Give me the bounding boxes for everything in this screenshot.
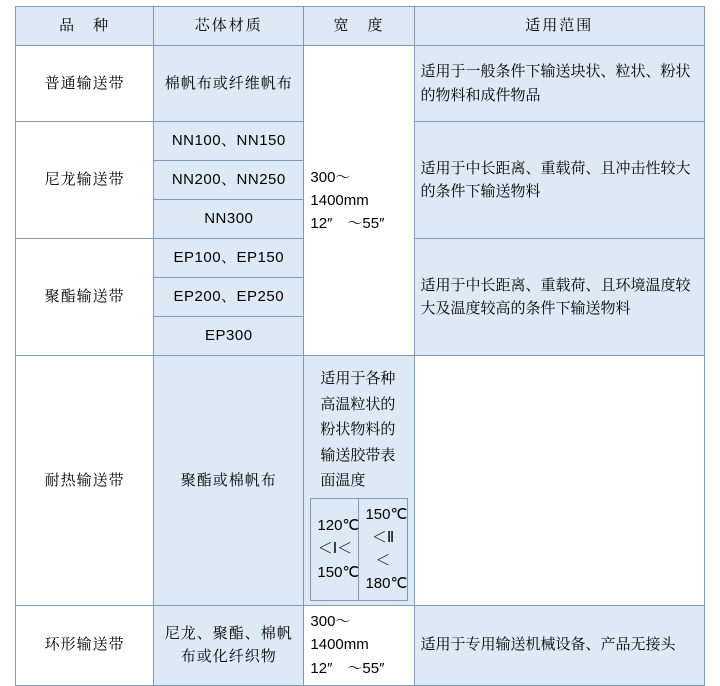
header-core-material: 芯体材质 <box>154 7 304 46</box>
temp-grade-1: 120℃＜Ⅰ＜150℃ <box>311 498 359 600</box>
temp-grade-2: 150℃＜Ⅱ＜180℃ <box>359 498 407 600</box>
cell-width-group-2 <box>304 605 414 685</box>
cell-scope-endless: 适用于专用输送机械设备、产品无接头 <box>414 605 704 685</box>
table-row <box>16 605 705 685</box>
cell-kind-heat-resistant: 耐热输送带 <box>16 356 154 606</box>
cell-core-ordinary: 棉帆布或纤维帆布 <box>154 46 304 122</box>
scope-text-heat-resistant: 适用于各种高温粒状的粉状物料的输送胶带表面温度 <box>320 370 396 489</box>
cell-core-polyester-1: EP100、EP150 <box>154 239 304 278</box>
cell-kind-polyester: 聚酯输送带 <box>16 239 154 356</box>
header-kind: 品 种 <box>16 7 154 46</box>
cell-scope-ordinary: 适用于一般条件下输送块状、粒状、粉状的物料和成件物品 <box>414 46 704 122</box>
cell-core-nylon-2: NN200、NN250 <box>154 161 304 200</box>
conveyor-belt-spec-table <box>15 6 705 686</box>
cell-core-polyester-2: EP200、EP250 <box>154 278 304 317</box>
cell-core-nylon-3: NN300 <box>154 200 304 239</box>
cell-core-polyester-3: EP300 <box>154 317 304 356</box>
header-width: 宽 度 <box>304 7 414 46</box>
header-scope: 适用范围 <box>414 7 704 46</box>
cell-kind-endless: 环形输送带 <box>16 605 154 685</box>
cell-kind-nylon: 尼龙输送带 <box>16 122 154 239</box>
cell-core-nylon-1: NN100、NN150 <box>154 122 304 161</box>
table-header-row <box>16 7 705 46</box>
cell-core-heat-resistant: 聚酯或棉帆布 <box>154 356 304 606</box>
table-row <box>16 356 705 606</box>
temperature-range-table <box>310 498 407 601</box>
cell-scope-polyester: 适用于中长距离、重载荷、且环境温度较大及温度较高的条件下输送物料 <box>414 239 704 356</box>
width-mm-2: 300～1400mm <box>310 613 369 654</box>
width-inch-1: 12″ ～55″ <box>310 215 385 233</box>
cell-scope-heat-resistant <box>304 356 414 606</box>
cell-width-group-1 <box>304 46 414 356</box>
cell-scope-nylon: 适用于中长距离、重载荷、且冲击性较大的条件下输送物料 <box>414 122 704 239</box>
cell-core-endless: 尼龙、聚酯、棉帆布或化纤织物 <box>154 605 304 685</box>
temperature-row <box>311 498 407 600</box>
spec-table-container <box>15 6 705 686</box>
table-row <box>16 46 705 122</box>
width-mm-1: 300～1400mm <box>310 168 369 209</box>
cell-kind-ordinary: 普通输送带 <box>16 46 154 122</box>
width-inch-2: 12″ ～55″ <box>310 659 385 677</box>
